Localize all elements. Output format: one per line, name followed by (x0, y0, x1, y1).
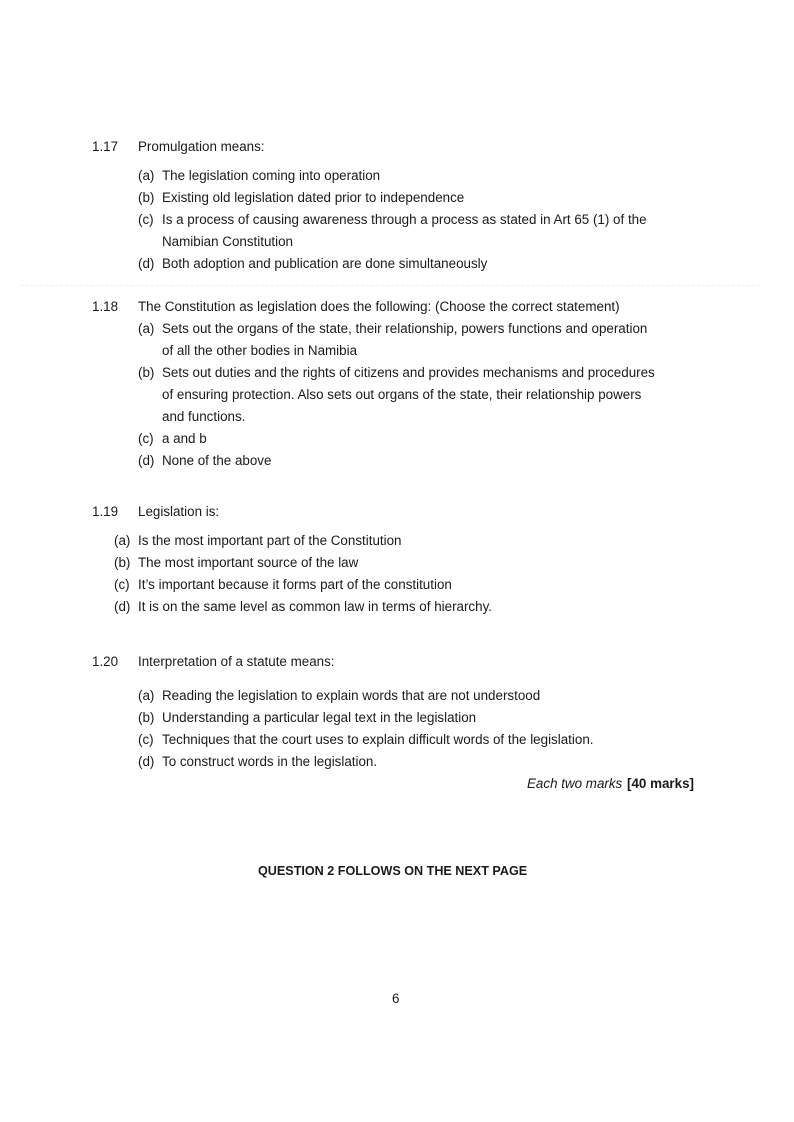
option-label: (d) (114, 599, 131, 614)
option-label: (c) (138, 212, 154, 227)
option-text: and functions. (162, 409, 246, 424)
scan-artifact-line (20, 285, 760, 286)
option-text: Reading the legislation to explain words that are not understood (162, 688, 541, 703)
next-page-notice: QUESTION 2 FOLLOWS ON THE NEXT PAGE (258, 864, 528, 878)
option-text: It’s important because it forms part of the constitution (138, 577, 452, 592)
option-label: (d) (138, 754, 155, 769)
question-stem: Legislation is: (138, 504, 220, 519)
question-number: 1.19 (92, 504, 119, 519)
option-label: (d) (138, 256, 155, 271)
option-text: The legislation coming into operation (162, 168, 381, 183)
option-text: Sets out the organs of the state, their relationship, powers functions and operation (162, 321, 648, 336)
option-text: of ensuring protection. Also sets out organs of the state, their relationship powers (162, 387, 642, 402)
page-number: 6 (392, 991, 400, 1006)
question-number: 1.20 (92, 654, 119, 669)
option-text: It is on the same level as common law in terms of hierarchy. (138, 599, 492, 614)
option-label: (c) (114, 577, 130, 592)
option-label: (a) (138, 321, 155, 336)
option-text: Techniques that the court uses to explain difficult words of the legislation. (162, 732, 594, 747)
option-label: (b) (114, 555, 131, 570)
marks-total: [40 marks] (627, 776, 694, 791)
option-text: Namibian Constitution (162, 234, 293, 249)
question-number: 1.17 (92, 139, 119, 154)
question-stem: Interpretation of a statute means: (138, 654, 335, 669)
option-label: (b) (138, 190, 155, 205)
option-text: The most important source of the law (138, 555, 359, 570)
option-label: (a) (138, 168, 155, 183)
option-text: Understanding a particular legal text in the legislation (162, 710, 477, 725)
option-label: (b) (138, 710, 155, 725)
question-stem: The Constitution as legislation does the following: (Choose the correct statement) (138, 299, 620, 314)
option-text: Is the most important part of the Constitution (138, 533, 402, 548)
option-label: (c) (138, 431, 154, 446)
option-text: of all the other bodies in Namibia (162, 343, 358, 358)
option-label: (b) (138, 365, 155, 380)
option-label: (a) (138, 688, 155, 703)
option-text: None of the above (162, 453, 272, 468)
question-stem: Promulgation means: (138, 139, 265, 154)
question-number: 1.18 (92, 299, 119, 314)
option-text: Sets out duties and the rights of citizens and provides mechanisms and procedures (162, 365, 655, 380)
marks-note: Each two marks (527, 776, 623, 791)
option-label: (a) (114, 533, 131, 548)
option-text: a and b (162, 431, 207, 446)
option-text: Is a process of causing awareness through a process as stated in Art 65 (1) of the (162, 212, 647, 227)
option-text: To construct words in the legislation. (162, 754, 378, 769)
option-label: (c) (138, 732, 154, 747)
option-text: Both adoption and publication are done simultaneously (162, 256, 488, 271)
option-text: Existing old legislation dated prior to independence (162, 190, 465, 205)
option-label: (d) (138, 453, 155, 468)
